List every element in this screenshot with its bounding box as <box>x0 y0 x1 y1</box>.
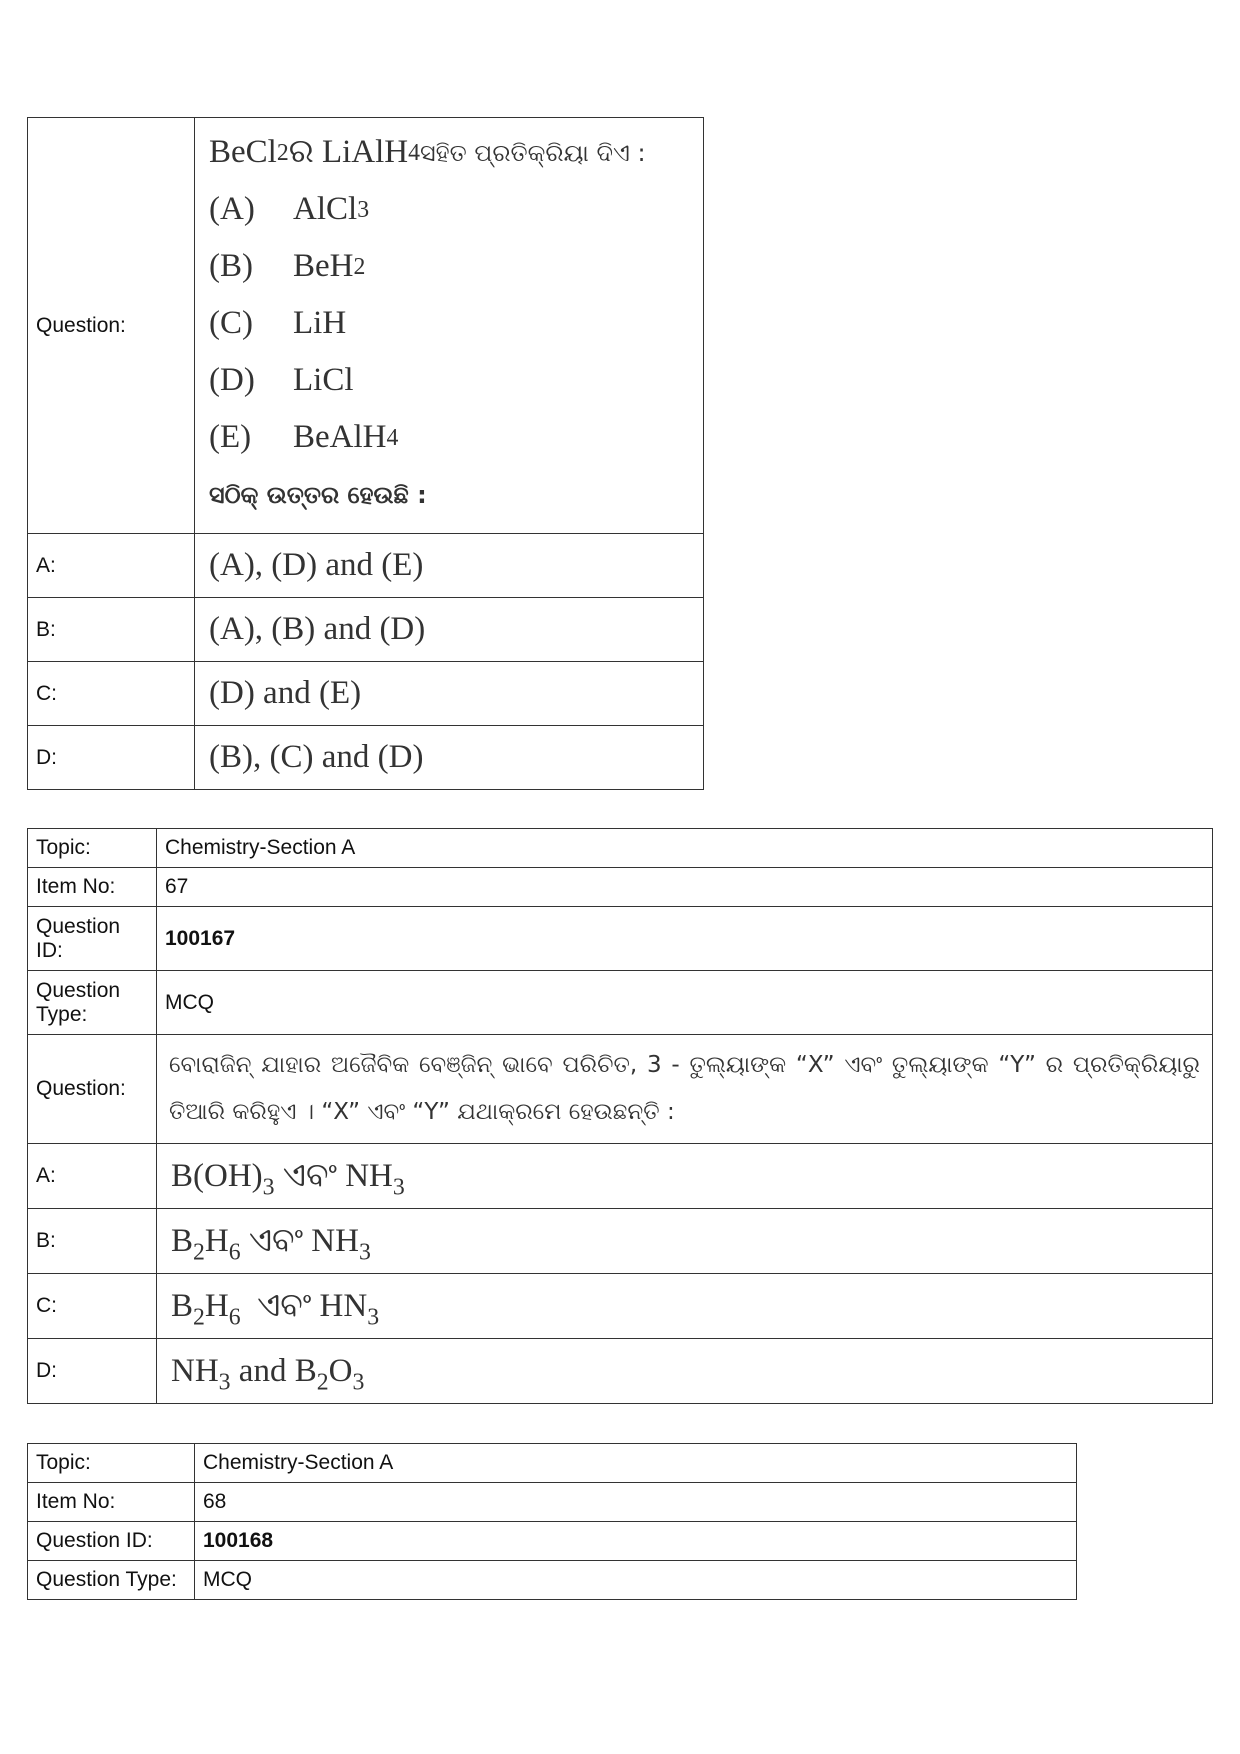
stem-item-b: (B) BeH 2 <box>209 248 366 284</box>
stem-item-d: (D) LiCl <box>209 362 354 398</box>
topic-row <box>28 1444 1077 1483</box>
question-label: Question: <box>28 118 195 534</box>
option-text[interactable]: (B), (C) and (D) <box>195 726 704 790</box>
question-id-value: 100167 <box>157 907 1213 971</box>
question-stem: BeCl 2 ର LiAlH 4 ସହିତ ପ୍ରତିକ୍ରିୟା ଦିଏ : <box>209 134 646 170</box>
topic-row <box>28 829 1213 868</box>
option-label: A: <box>28 534 195 598</box>
question-type-label: Question Type: <box>28 971 157 1035</box>
question-table-66 <box>27 117 704 790</box>
question-id-row <box>28 907 1213 971</box>
option-label: D: <box>28 1339 157 1404</box>
option-label: B: <box>28 1209 157 1274</box>
topic-label: Topic: <box>28 1444 195 1483</box>
option-text[interactable]: (A), (B) and (D) <box>195 598 704 662</box>
option-row-b[interactable] <box>28 598 704 662</box>
question-row <box>28 118 704 534</box>
question-label: Question: <box>28 1035 157 1144</box>
question-table-68 <box>27 1443 1077 1600</box>
stem-item-a: (A) AlCl 3 <box>209 191 370 227</box>
option-row-b[interactable] <box>28 1209 1213 1274</box>
item-no-row <box>28 868 1213 907</box>
question-id-row <box>28 1522 1077 1561</box>
option-text[interactable]: $B(OH)_3$ ଏବଂ $NH_3$ <box>157 1144 1213 1209</box>
item-no-value: 68 <box>195 1483 1077 1522</box>
option-text[interactable]: (D) and (E) <box>195 662 704 726</box>
question-id-label: Question ID: <box>28 907 157 971</box>
question-id-label: Question ID: <box>28 1522 195 1561</box>
option-text[interactable]: (A), (D) and (E) <box>195 534 704 598</box>
option-row-a[interactable] <box>28 1144 1213 1209</box>
question-content <box>195 118 704 534</box>
question-type-label: Question Type: <box>28 1561 195 1600</box>
stem-item-c: (C) LiH <box>209 305 347 341</box>
question-closing: ସଠିକ୍ ଉତ୍ତର ହେଉଛି : <box>209 480 427 509</box>
question-type-row <box>28 971 1213 1035</box>
item-no-label: Item No: <box>28 868 157 907</box>
option-text[interactable]: $B_2H_6$ ଏବଂ $NH_3$ <box>157 1209 1213 1274</box>
option-row-d[interactable] <box>28 726 704 790</box>
topic-value: Chemistry-Section A <box>157 829 1213 868</box>
item-no-value: 67 <box>157 868 1213 907</box>
question-id-value: 100168 <box>195 1522 1077 1561</box>
option-row-d[interactable] <box>28 1339 1213 1404</box>
topic-label: Topic: <box>28 829 157 868</box>
question-row <box>28 1035 1213 1144</box>
option-text[interactable]: $B_2H_6$ ଏବଂ $HN_3$ <box>157 1274 1213 1339</box>
question-type-value: MCQ <box>195 1561 1077 1600</box>
option-label: A: <box>28 1144 157 1209</box>
option-row-a[interactable] <box>28 534 704 598</box>
item-no-label: Item No: <box>28 1483 195 1522</box>
question-text: ବୋରାଜିନ୍ ଯାହାର ଅଜୈବିକ ବେଞ୍ଜିନ୍ ଭାବେ ପରିଚିତ, 3 - ତୁଲ୍ୟାଙ୍କ “X” ଏବଂ ତୁଲ୍ୟାଙ୍କ “Y” ର ପ୍ରତିକ୍ରିୟାରୁ ତିଆରି କରିହୁଏ । “X” ଏବଂ “Y” ଯଥାକ୍ରମେ ହେଉଛନ୍ତି : <box>157 1035 1213 1144</box>
question-table-67 <box>27 828 1213 1404</box>
option-label: B: <box>28 598 195 662</box>
option-row-c[interactable] <box>28 1274 1213 1339</box>
option-label: D: <box>28 726 195 790</box>
topic-value: Chemistry-Section A <box>195 1444 1077 1483</box>
stem-item-e: (E) BeAlH 4 <box>209 419 399 455</box>
question-type-row <box>28 1561 1077 1600</box>
item-no-row <box>28 1483 1077 1522</box>
option-text[interactable]: $NH_3$ and $B_2O_3$ <box>157 1339 1213 1404</box>
option-row-c[interactable] <box>28 662 704 726</box>
option-label: C: <box>28 1274 157 1339</box>
option-label: C: <box>28 662 195 726</box>
question-type-value: MCQ <box>157 971 1213 1035</box>
